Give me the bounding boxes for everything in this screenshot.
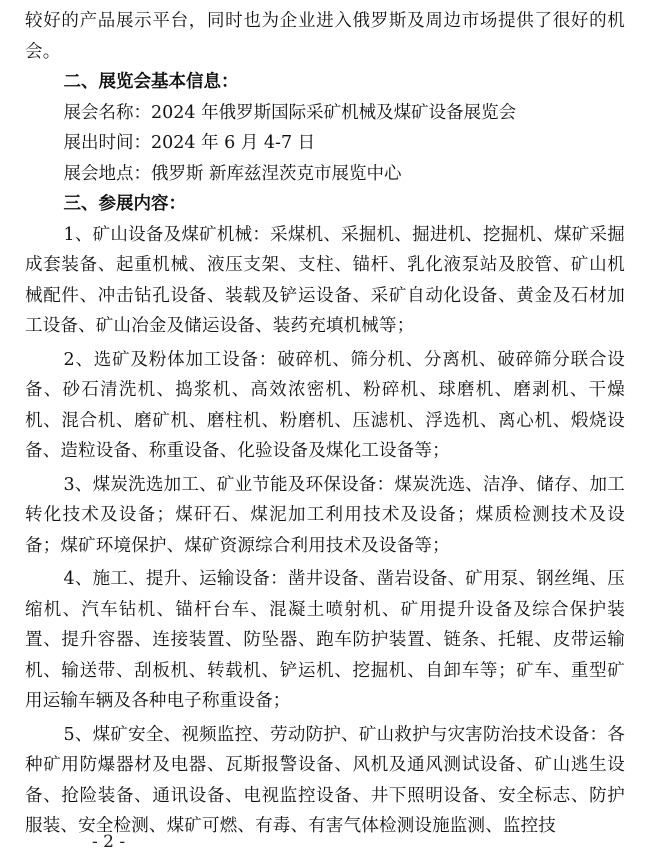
intro-paragraph: 较好的产品展示平台，同时也为企业进入俄罗斯及周边市场提供了很好的机会。: [25, 11, 625, 62]
content-item-2: 2、选矿及粉体加工设备：破碎机、筛分机、分离机、破碎筛分联合设备、砂石清洗机、捣浆机、高效浓密机、粉碎机、球磨机、磨剥机、干燥机、混合机、磨矿机、磨柱机、粉磨机、压滤机、浮选机、离心机、煅烧设备、造粒设备、称重设备、化验设备及煤化工设备等；: [25, 349, 625, 461]
exhibition-name: 展会名称：2024 年俄罗斯国际采矿机械及煤矿设备展览会: [63, 102, 517, 123]
page-number: - 2 -: [92, 832, 126, 852]
content-item-1: 1、矿山设备及煤矿机械：采煤机、采掘机、掘进机、挖掘机、煤矿采掘成套装备、起重机械、液压支架、支柱、锚杆、乳化液泵站及胶管、矿山机械配件、冲击钻孔设备、装载及铲运设备、采矿自动化设备、黄金及石材加工设备、矿山冶金及储运设备、装药充填机械等；: [25, 224, 625, 336]
section-3-heading: 三、参展内容：: [63, 194, 186, 214]
exhibition-time: 展出时间：2024 年 6 月 4-7 日: [63, 133, 316, 153]
content-item-5: 5、煤矿安全、视频监控、劳动防护、矿山救护与灾害防治技术设备：各种矿用防爆器材及电器、瓦斯报警设备、风机及通风测试设备、矿山逃生设备、抢险装备、通讯设备、电视监控设备、井下照明设备、安全标志、防护服装、安全检测、煤矿可燃、有毒、有害气体检测设施监测、监控技: [25, 724, 625, 836]
exhibition-location: 展会地点：俄罗斯 新库兹涅茨克市展览中心: [63, 163, 402, 184]
content-item-3: 3、煤炭洗选加工、矿业节能及环保设备：煤炭洗选、洁净、储存、加工转化技术及设备；煤矸石、煤泥加工利用技术及设备；煤质检测技术及设备；煤矿环境保护、煤矿资源综合利用技术及设备等；: [25, 474, 625, 556]
section-2-heading: 二、展览会基本信息：: [63, 72, 239, 92]
content-item-4: 4、施工、提升、运输设备：凿井设备、凿岩设备、矿用泵、钢丝绳、压缩机、汽车钻机、锚杆台车、混凝土喷射机、矿用提升设备及综合保护装置、提升容器、连接装置、防坠器、跑车防护装置、链条、托辊、皮带运输机、输送带、刮板机、转载机、铲运机、挖掘机、自卸车等；矿车、重型矿用运输车辆及各种电子称重设备；: [25, 569, 625, 711]
document-body: [25, 6, 625, 842]
